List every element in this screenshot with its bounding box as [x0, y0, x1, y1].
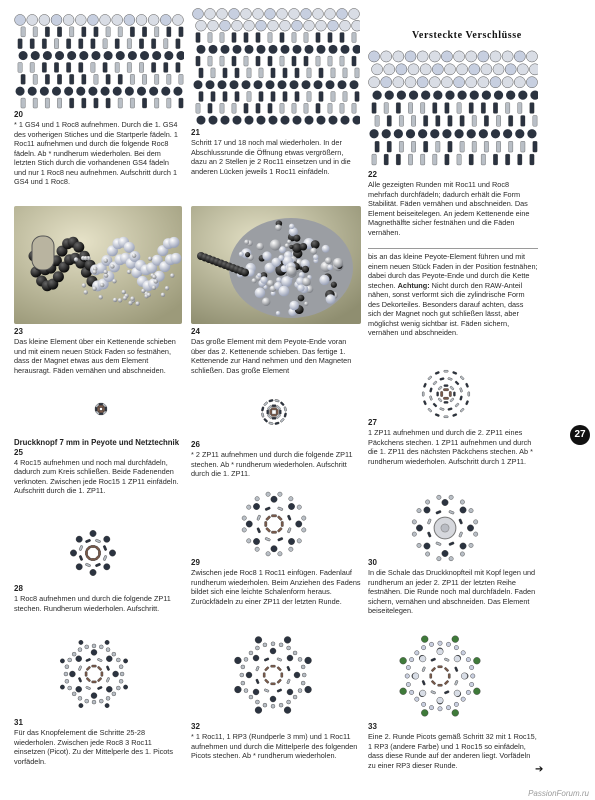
bead-diagram-step-25: [84, 392, 118, 426]
step-text: Zwischen jede Roc8 1 Roc11 einfügen. Fadenlauf rundherum wiederholen. Beim Anziehen des Fadens bildet sich eine leichte Schalenform heraus. Zurückfädeln zu einer ZP11 der letzten Runde.: [191, 568, 361, 606]
bead-diagram-step-31: [52, 632, 136, 716]
bead-diagram-step-27: [418, 366, 474, 422]
section-title: Versteckte Verschlüsse: [412, 30, 522, 41]
bead-diagram-step-33: [392, 628, 488, 724]
step-text: 1 Roc8 aufnehmen und durch die folgende ZP11 stechen. Rundherum wiederholen. Aufschritt.: [14, 594, 171, 613]
step-number: 32: [191, 722, 200, 731]
bead-diagram-step-30: [405, 488, 485, 568]
step-number: 28: [14, 584, 23, 593]
step-number: 26: [191, 440, 200, 449]
divider: [368, 248, 538, 249]
bead-diagram-step-29: [236, 486, 312, 562]
step-number: 27: [368, 418, 377, 427]
step-text: Schritt 17 und 18 noch mal wiederholen. In der Abschlussrunde die Öffnung etwas vergrößern, dazu an 2 Stellen je 2 Roc11 einsetzen und in die anderen Lücken jeweils 1 Roc11 einfädeln.: [191, 138, 351, 176]
step-text: Eine 2. Runde Picots gemäß Schritt 32 mit 1 Roc15, 1 RP3 (andere Farbe) und 1 Roc15 so einfädeln, dass diese Runde auf der anderen liegt. Vorfädeln zu einer RP3 dieser Runde.: [368, 732, 537, 770]
section-heading: Druckknopf 7 mm in Peyote und Netztechnik: [14, 438, 180, 447]
step-text: Alle gezeigten Runden mit Roc11 und Roc8 mehrfach durchfädeln; dadurch erhält die Form Stabilität. Fäden vernähen und abschneiden. Das Element beiseitelegen. An jedem Kettenende eine Magnethälfte sicher festnähen und die Fäden vernähen.: [368, 180, 530, 237]
step-text: In die Schale das Druckknopfteil mit Kopf legen und rundherum an jeder 2. ZP11 der letzten Reihe festnähen. Die Runde noch mal durchfädeln. Faden sichern, vernähen und abschneiden. Das Element beiseitelegen.: [368, 568, 536, 615]
step-number: 21: [191, 128, 200, 137]
bead-diagram-step-21: [192, 8, 360, 126]
watermark-footer: PassionForum.ru: [528, 789, 589, 798]
step-number: 31: [14, 718, 23, 727]
continue-arrow-icon: ➔: [535, 764, 544, 775]
step-number: 30: [368, 558, 377, 567]
step-number: 24: [191, 327, 200, 336]
bead-diagram-step-20: [14, 14, 184, 109]
step-text: Für das Knopfelement die Schritte 25-28 wiederholen. Zwischen jede Roc8 3 Roc11 einsetzen (Picot). Zu der Mittelperle des 1. Picots vorfädeln.: [14, 728, 173, 766]
step-text: Das große Element mit dem Peyote-Ende voran über das 2. Kettenende schieben. Das fertige 1. Kettenende zur Hand nehmen und den Magneten schließen. Das große Element: [191, 337, 352, 375]
step-text: * 1 Roc11, 1 RP3 (Rundperle 3 mm) und 1 Roc11 aufnehmen und durch die Mittelperle des folgenden Picots stechen. Ab * rundherum wiederholen.: [191, 732, 358, 760]
photo-small-element: [14, 206, 182, 324]
bead-diagram-step-28: [62, 522, 124, 584]
step-text: * 2 ZP11 aufnehmen und durch die folgende ZP11 stechen. Ab * rundherum wiederholen. Aufschritt durch die 1. ZP11.: [191, 450, 353, 478]
step-text: 4 Roc15 aufnehmen und noch mal durchfädeln, dadurch zum Kreis schließen. Beide Fadenenden verknoten. Zwischen jede Roc15 1 ZP11 einfädeln. Aufschritt durch die 1. ZP11.: [14, 457, 179, 496]
step-number: 22: [368, 170, 377, 179]
bead-diagram-step-26: [252, 390, 296, 434]
step-text: Das kleine Element über ein Kettenende schieben und mit einem neuen Stück Faden so festnähen, dass der Magnet etwas aus dem Element herausragt. Fäden vernähen und abschneiden.: [14, 337, 176, 375]
page-number-badge: 27: [570, 425, 590, 445]
step-number: 25: [14, 447, 23, 457]
step-number: 20: [14, 110, 23, 119]
step-text: * 1 GS4 und 1 Roc8 aufnehmen. Durch die 1. GS4 des vorherigen Stiches und die Startperle fädeln. 1 Roc11 aufnehmen und durch die folgende Roc8 fädeln. Ab * rundherum wiederholen. Bei dem letzten Stich durch die vorhandenen GS4 fädeln und nur 1 Roc8 neu aufnehmen. Aufschritt durch 1 GS4 und 1 Roc8.: [14, 120, 178, 186]
bead-diagram-step-32: [226, 628, 320, 722]
step-number: 29: [191, 558, 200, 567]
step-number: 23: [14, 327, 23, 336]
step-text-continued: bis an das kleine Peyote-Element führen und mit einem neuen Stück Faden in der Position festnähen; dabei durch das Peyote-Ende und durch die Kette stechen. Achtung: Nicht durch den RAW-Anteil nähen, sonst verformt sich die zylindrische Form des Dekorteiles. Besonders darauf achten, dass sich der Magnet noch gut schließen lässt, aber möglichst wenig sichtbar ist. Fäden sichern, vernähen und abschneiden.: [368, 252, 538, 337]
photo-large-element: [191, 206, 361, 324]
step-text: 1 ZP11 aufnehmen und durch die 2. ZP11 eines Päckchens stechen. 1 ZP11 aufnehmen und durch die 1. ZP11 des nächsten Päckchens stechen. Ab * rundherum wiederholen. Aufschritt durch 1 ZP11.: [368, 428, 533, 466]
step-number: 33: [368, 722, 377, 731]
bead-diagram-step-22: [368, 50, 538, 166]
